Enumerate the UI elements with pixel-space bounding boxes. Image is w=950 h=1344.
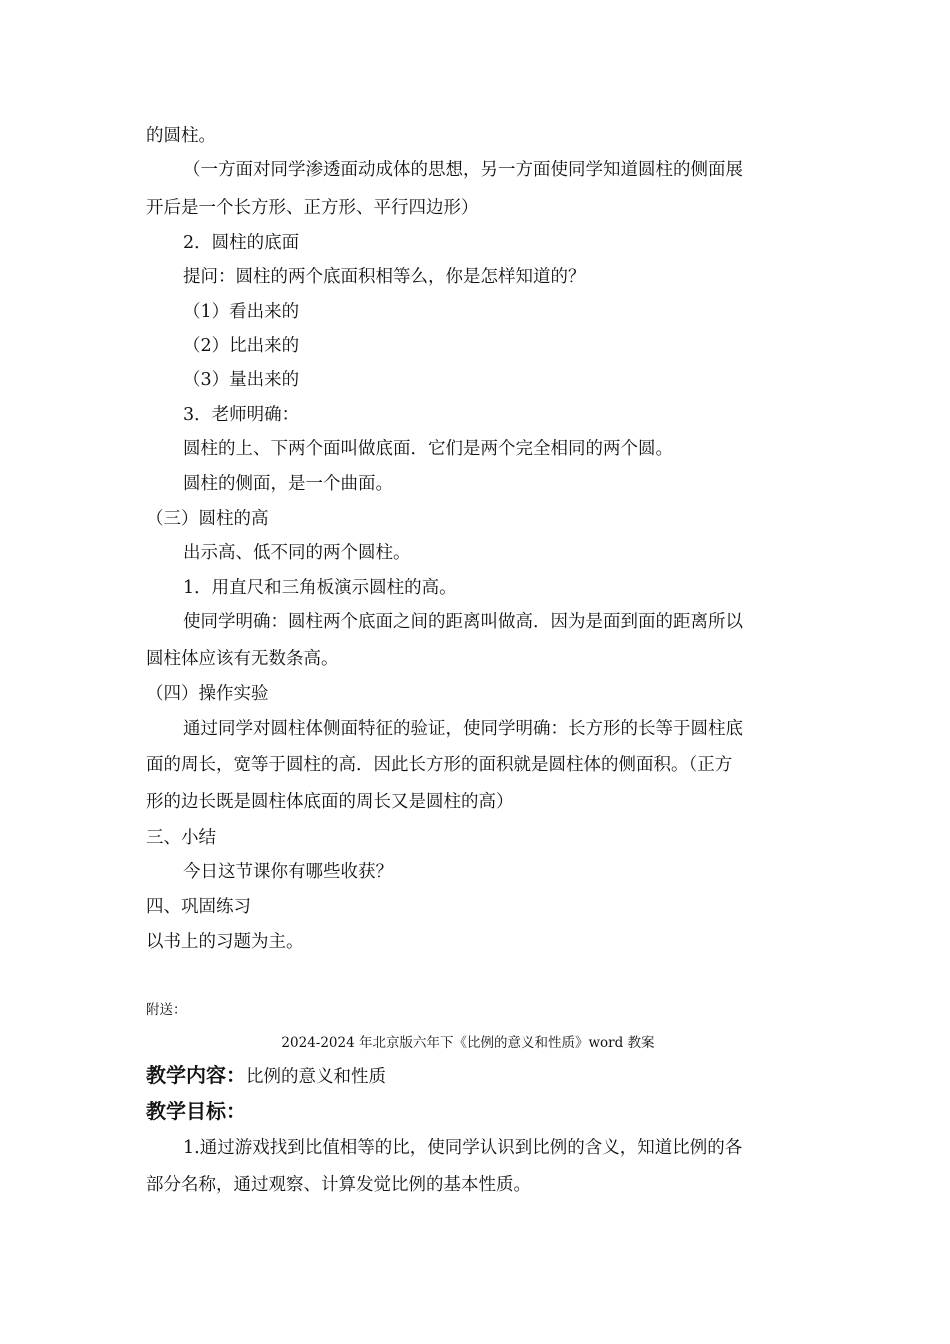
text-line: 通过同学对圆柱体侧面特征的验证，使同学明确：长方形的长等于圆柱底 xyxy=(183,719,743,739)
text-line: 形的边长既是圆柱体底面的周长又是圆柱的高） xyxy=(146,792,514,812)
text-line: （2）比出来的 xyxy=(183,336,300,356)
text-line: 2．圆柱的底面 xyxy=(183,233,300,253)
text-line: 今日这节课你有哪些收获？ xyxy=(183,862,393,882)
text-line: 的圆柱。 xyxy=(146,126,216,146)
text-line: 以书上的习题为主。 xyxy=(146,932,304,952)
section-heading: 四、巩固练习 xyxy=(146,897,251,917)
text-line: 提问：圆柱的两个底面积相等么，你是怎样知道的？ xyxy=(183,267,586,287)
text-line: 开后是一个长方形、正方形、平行四边形） xyxy=(146,198,479,218)
text-line: 出示高、低不同的两个圆柱。 xyxy=(183,543,411,563)
text-line: （3）量出来的 xyxy=(183,370,300,390)
text-line: 1.通过游戏找到比值相等的比，使同学认识到比例的含义，知道比例的各 xyxy=(183,1138,743,1158)
goal-row xyxy=(146,1099,246,1125)
text-line: 圆柱的上、下两个面叫做底面．它们是两个完全相同的两个圆。 xyxy=(183,439,673,459)
content-value: 比例的意义和性质 xyxy=(246,1067,386,1087)
text-line: （一方面对同学渗透面动成体的思想，另一方面使同学知道圆柱的侧面展 xyxy=(183,160,743,180)
text-line: 部分名称，通过观察、计算发觉比例的基本性质。 xyxy=(146,1175,531,1195)
doc-title: 2024-2024 年北京版六年下《比例的意义和性质》word 教案 xyxy=(281,1035,655,1051)
content-label: 教学内容： xyxy=(146,1063,246,1087)
section-heading: （三）圆柱的高 xyxy=(146,509,269,529)
goal-label: 教学目标： xyxy=(146,1099,246,1123)
section-heading: （四）操作实验 xyxy=(146,684,269,704)
content-row xyxy=(146,1063,386,1089)
text-line: 圆柱的侧面，是一个曲面。 xyxy=(183,474,393,494)
text-line: 面的周长，宽等于圆柱的高．因此长方形的面积就是圆柱体的侧面积。（正方 xyxy=(146,755,733,775)
section-heading: 三、小结 xyxy=(146,828,216,848)
text-line: 1．用直尺和三角板演示圆柱的高。 xyxy=(183,578,457,598)
text-line: （1）看出来的 xyxy=(183,302,300,322)
appendix-label: 附送： xyxy=(146,1002,187,1018)
text-line: 3．老师明确： xyxy=(183,405,300,425)
text-line: 圆柱体应该有无数条高。 xyxy=(146,649,339,669)
text-line: 使同学明确：圆柱两个底面之间的距离叫做高．因为是面到面的距离所以 xyxy=(183,612,743,632)
